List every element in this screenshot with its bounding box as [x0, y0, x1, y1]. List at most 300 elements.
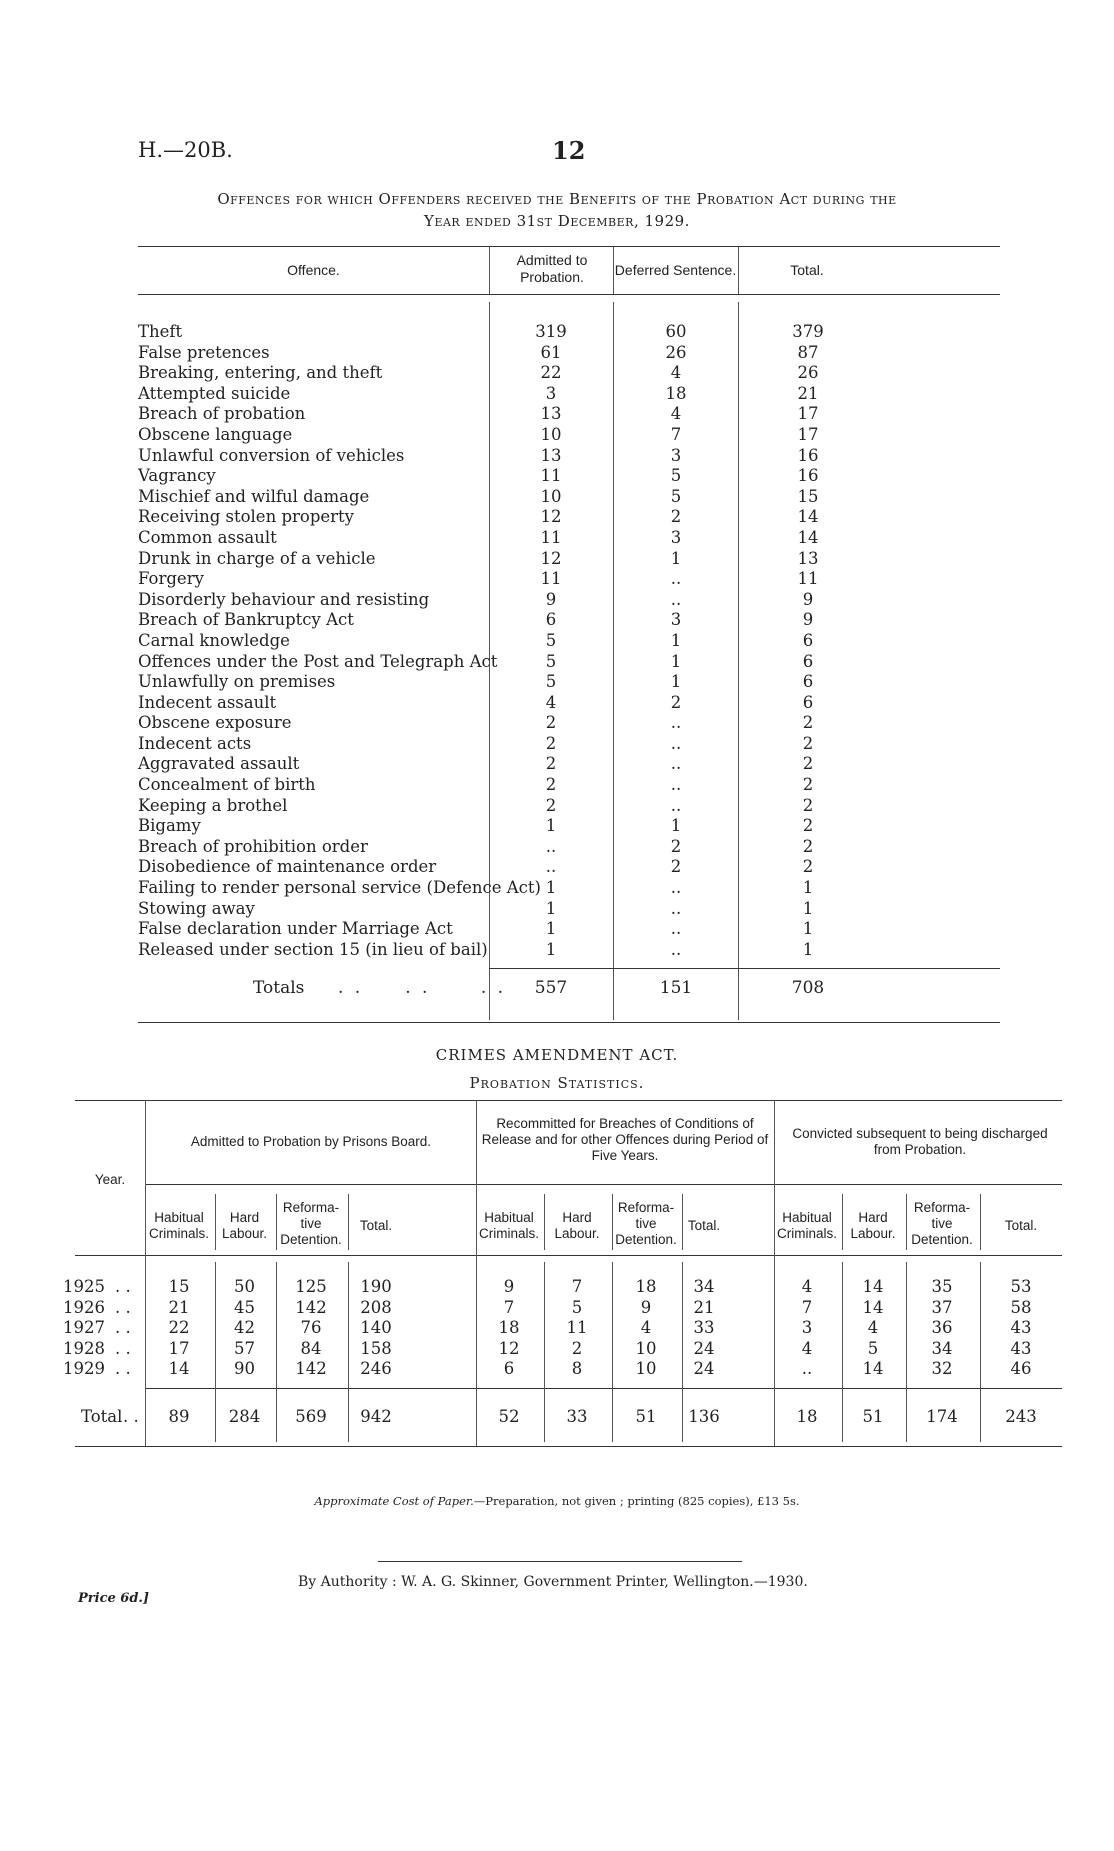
cell-admitted: 1 [545, 939, 557, 959]
section-heading: CRIMES AMENDMENT ACT. [435, 1046, 679, 1064]
cell-deferred: 3 [670, 610, 682, 630]
totals-label: Totals [253, 978, 305, 998]
table-cell: 2 [571, 1338, 583, 1358]
table-cell: 43 [1010, 1318, 1032, 1338]
offence-name: Forgery [138, 569, 204, 589]
table-row [138, 446, 1000, 467]
total-cell: 51 [635, 1407, 657, 1426]
cell-admitted: 13 [540, 404, 562, 424]
cell-total: 379 [792, 322, 824, 341]
cell-deferred: 60 [665, 322, 687, 341]
cell-admitted: 2 [545, 754, 557, 774]
cell-total: 2 [802, 775, 814, 795]
total-cell: 174 [926, 1407, 958, 1426]
cell-deferred: 18 [665, 383, 687, 403]
table-cell: 18 [635, 1277, 657, 1296]
table-cell: 24 [693, 1359, 715, 1379]
table-cell: 34 [931, 1338, 953, 1358]
offence-name: Breach of prohibition order [138, 836, 368, 856]
table-cell: 36 [931, 1318, 953, 1338]
cell-total: 16 [797, 445, 819, 465]
offence-name: Mischief and wilful damage [138, 486, 370, 506]
table-row [138, 775, 1000, 796]
dot-leader: . . [123, 1407, 139, 1426]
subheader-hard: Hard Labour. [221, 1210, 268, 1241]
table-row [138, 487, 1000, 508]
header-group-admitted: Admitted to Probation by Prisons Board. [190, 1134, 432, 1149]
header-group-recommitted: Recommitted for Breaches of Conditions of Release and for other Offences during Period of Five Years. [481, 1116, 769, 1163]
page-number: 12 [552, 136, 586, 165]
total-cell: 942 [360, 1407, 392, 1426]
cell-admitted: 61 [540, 342, 562, 362]
cost-text: —Preparation, not given ; printing (825 copies), £13 5s. [473, 1494, 800, 1508]
table-cell: 7 [503, 1297, 515, 1317]
offence-name: Aggravated assault [138, 754, 300, 774]
table-row [138, 837, 1000, 858]
table-cell: 3 [801, 1318, 813, 1338]
col-divider [612, 1194, 613, 1250]
total-cell: 33 [566, 1407, 588, 1426]
total-label: Total [81, 1407, 123, 1426]
cost-label: Approximate Cost of Paper. [314, 1494, 474, 1508]
cell-deferred: 1 [670, 816, 682, 836]
year-label: 1929 [63, 1359, 105, 1379]
offence-name: Released under section 15 (in lieu of bail) [138, 939, 488, 959]
year-label: 1928 [63, 1338, 105, 1358]
totals-total: 708 [791, 978, 825, 998]
cell-total: 21 [797, 383, 819, 403]
totals-deferred: 151 [659, 978, 693, 998]
col-divider [215, 1194, 216, 1250]
rule [138, 1022, 1000, 1023]
subheader-hard: Hard Labour. [850, 1210, 896, 1241]
offence-name: Drunk in charge of a vehicle [138, 548, 376, 568]
cell-deferred: 3 [670, 445, 682, 465]
cell-total: 2 [802, 795, 814, 815]
cell-total: 1 [802, 878, 814, 898]
table-cell: 6 [503, 1359, 515, 1379]
table-cell: 35 [931, 1277, 953, 1296]
total-cell: 52 [498, 1407, 520, 1426]
offence-name: Failing to render personal service (Defence Act) [138, 878, 541, 898]
total-cell: 89 [168, 1407, 190, 1426]
table-row [138, 631, 1000, 652]
cell-admitted: 5 [545, 651, 557, 671]
table1-title [0, 188, 1114, 232]
table-cell: 45 [234, 1297, 255, 1317]
table-cell: 21 [693, 1297, 715, 1317]
subheader-total: Total. [1004, 1218, 1038, 1233]
document-reference: H.—20B. [138, 138, 233, 162]
table-cell: 14 [862, 1297, 884, 1317]
table-cell: 46 [1010, 1359, 1032, 1379]
cell-admitted: 319 [535, 322, 567, 341]
cell-total: 6 [802, 672, 814, 692]
table-cell: 90 [234, 1359, 255, 1379]
cell-admitted: 11 [540, 569, 562, 589]
cell-total: 6 [802, 692, 814, 712]
offence-name: Unlawful conversion of vehicles [138, 445, 405, 465]
table-row [138, 878, 1000, 899]
cell-total: 6 [802, 630, 814, 650]
table-cell: 7 [801, 1297, 813, 1317]
cell-admitted: 12 [540, 548, 562, 568]
table-cell: 14 [862, 1359, 884, 1379]
table-row [138, 754, 1000, 775]
col-divider [980, 1194, 981, 1250]
table-cell: 142 [295, 1297, 327, 1317]
cell-deferred: .. [670, 713, 682, 733]
table-cell: 4 [801, 1277, 813, 1296]
cell-admitted: .. [545, 836, 557, 856]
offence-name: Obscene language [138, 424, 293, 444]
cell-total: 26 [797, 363, 819, 383]
table-row [138, 734, 1000, 755]
rule [489, 968, 1000, 969]
offence-name: Breaking, entering, and theft [138, 363, 383, 383]
table-row [138, 363, 1000, 384]
cell-deferred: .. [670, 589, 682, 609]
offence-name: Keeping a brothel [138, 795, 288, 815]
subheader-habitual: Habitual Criminals. [776, 1210, 837, 1241]
cell-deferred: 3 [670, 527, 682, 547]
rule [138, 246, 1000, 247]
table-cell: 12 [498, 1338, 520, 1358]
table-row [138, 796, 1000, 817]
cell-deferred: 1 [670, 651, 682, 671]
price: Price 6d.] [78, 1591, 150, 1606]
cell-deferred: 2 [670, 857, 682, 877]
table-cell: 76 [300, 1318, 322, 1338]
cell-total: 2 [802, 733, 814, 753]
subheader-habitual: Habitual Criminals. [478, 1210, 539, 1241]
cell-total: 16 [797, 466, 819, 486]
offence-name: Disobedience of maintenance order [138, 857, 437, 877]
table-cell: 11 [566, 1318, 588, 1338]
cell-admitted: 10 [540, 486, 562, 506]
table-cell: 21 [168, 1297, 190, 1317]
cell-total: 2 [802, 713, 814, 733]
table-cell: 50 [234, 1277, 255, 1296]
cell-total: 15 [797, 486, 819, 506]
cell-admitted: 1 [545, 878, 557, 898]
table-cell: 142 [295, 1359, 327, 1379]
dot-leader: . . [115, 1318, 131, 1338]
total-cell: 18 [796, 1407, 818, 1426]
offences-rows [138, 322, 1000, 960]
table-row [138, 528, 1000, 549]
probation-statistics-table [63, 1100, 1062, 1450]
col-divider [145, 1100, 146, 1446]
cell-deferred: .. [670, 898, 682, 918]
cell-admitted: 1 [545, 919, 557, 939]
table-cell: 33 [693, 1318, 715, 1338]
table-row [138, 343, 1000, 364]
subheader-reform: Reforma- tive Detention. [615, 1200, 677, 1247]
offence-name: Unlawfully on premises [138, 672, 336, 692]
cell-deferred: .. [670, 775, 682, 795]
dot-leader: . . [115, 1338, 131, 1358]
cell-total: 1 [802, 919, 814, 939]
table-cell: 4 [801, 1338, 813, 1358]
table-row [138, 857, 1000, 878]
table-cell: 57 [234, 1338, 255, 1358]
table-cell: 18 [498, 1318, 520, 1338]
table-cell: 10 [635, 1359, 657, 1379]
offence-name: Theft [138, 322, 183, 341]
totals-leader: . . . . . . [338, 978, 507, 998]
offence-name: Indecent assault [138, 692, 277, 712]
cell-deferred: .. [670, 939, 682, 959]
table-cell: 7 [571, 1277, 583, 1296]
cell-deferred: 4 [670, 404, 682, 424]
table-cell: 158 [360, 1338, 392, 1358]
total-cell: 284 [228, 1407, 261, 1426]
table-cell: 14 [168, 1359, 190, 1379]
cell-deferred: .. [670, 878, 682, 898]
table-row [138, 610, 1000, 631]
table-row [138, 652, 1000, 673]
table-cell: 37 [931, 1297, 953, 1317]
table-cell: .. [801, 1359, 813, 1379]
cell-deferred: .. [670, 919, 682, 939]
table-cell: 140 [360, 1318, 392, 1338]
authority-rule [378, 1561, 742, 1562]
cell-admitted: 11 [540, 466, 562, 486]
cell-deferred: 2 [670, 692, 682, 712]
year-label: 1927 [63, 1318, 105, 1338]
cell-admitted: 2 [545, 795, 557, 815]
subheader-total: Total. [359, 1218, 393, 1233]
offence-name: Concealment of birth [138, 775, 316, 795]
cell-total: 2 [802, 836, 814, 856]
table-cell: 190 [360, 1277, 392, 1296]
rule [138, 294, 1000, 295]
title-line-1: Offences for which Offenders received the Benefits of the Probation Act during the [217, 190, 897, 208]
dot-leader: . . [115, 1359, 131, 1379]
table-cell: 8 [571, 1359, 583, 1379]
subheader-total: Total. [687, 1218, 721, 1233]
cell-deferred: 5 [670, 466, 682, 486]
cell-admitted: 5 [545, 672, 557, 692]
cell-total: 2 [802, 816, 814, 836]
table-row [138, 507, 1000, 528]
subheader-reform: Reforma- tive Detention. [911, 1200, 973, 1247]
cell-deferred: .. [670, 733, 682, 753]
col-divider [774, 1100, 775, 1446]
authority-line: By Authority : W. A. G. Skinner, Government Printer, Wellington.—1930. [298, 1574, 808, 1590]
table-cell: 24 [693, 1338, 715, 1358]
col-divider [682, 1194, 683, 1250]
offence-name: Offences under the Post and Telegraph Act [138, 651, 498, 671]
offence-name: Common assault [138, 527, 277, 547]
table-cell: 43 [1010, 1338, 1032, 1358]
cell-total: 14 [797, 527, 819, 547]
cell-total: 11 [797, 569, 819, 589]
subheader-hard: Hard Labour. [554, 1210, 600, 1241]
col-divider [842, 1194, 843, 1250]
cell-admitted: 22 [540, 363, 562, 383]
header-year: Year. [94, 1172, 126, 1187]
cell-admitted: 13 [540, 445, 562, 465]
cell-deferred: 1 [670, 548, 682, 568]
header-total: Total. [790, 262, 824, 278]
offence-name: False pretences [138, 342, 270, 362]
total-cell: 243 [1005, 1407, 1037, 1426]
table-cell: 5 [571, 1297, 583, 1317]
title-line-2: Year ended 31st December, 1929. [424, 212, 690, 230]
section-subheading: Probation Statistics. [469, 1074, 645, 1092]
cell-total: 9 [802, 589, 814, 609]
table-cell: 125 [295, 1277, 327, 1296]
dot-leader: . . [115, 1297, 131, 1317]
cell-total: 17 [797, 404, 819, 424]
cell-admitted: 2 [545, 733, 557, 753]
cell-deferred: .. [670, 795, 682, 815]
table-cell: 9 [640, 1297, 652, 1317]
table-cell: 42 [234, 1318, 255, 1338]
rule [75, 1255, 1062, 1256]
col-divider [489, 246, 490, 294]
cell-admitted: 2 [545, 713, 557, 733]
offence-name: Stowing away [138, 898, 255, 918]
cell-deferred: 5 [670, 486, 682, 506]
cell-deferred: .. [670, 754, 682, 774]
cell-admitted: .. [545, 857, 557, 877]
table-row [138, 590, 1000, 611]
table-row [138, 404, 1000, 425]
cell-deferred: 1 [670, 630, 682, 650]
cell-admitted: 3 [545, 383, 557, 403]
rule [75, 1446, 1062, 1447]
table-cell: 15 [168, 1277, 190, 1296]
cell-deferred: 2 [670, 836, 682, 856]
subheader-habitual: Habitual Criminals. [148, 1210, 209, 1241]
total-cell: 569 [295, 1407, 327, 1426]
rule [145, 1184, 1062, 1185]
cell-total: 9 [802, 610, 814, 630]
header-offence: Offence. [287, 262, 340, 278]
dot-leader: . . [115, 1277, 131, 1296]
cell-admitted: 5 [545, 630, 557, 650]
cell-admitted: 1 [545, 898, 557, 918]
table-cell: 9 [503, 1277, 515, 1296]
cell-total: 2 [802, 857, 814, 877]
table-cell: 53 [1010, 1277, 1032, 1296]
rule [145, 1388, 1062, 1389]
offence-name: Vagrancy [138, 466, 216, 486]
cell-admitted: 4 [545, 692, 557, 712]
table-row [138, 322, 1000, 343]
cell-total: 1 [802, 939, 814, 959]
table-cell: 58 [1010, 1297, 1032, 1317]
table-cell: 10 [635, 1338, 657, 1358]
table-row [138, 569, 1000, 590]
header-deferred: Deferred Sentence. [614, 262, 737, 278]
table-row [138, 713, 1000, 734]
total-cell: 136 [688, 1407, 720, 1426]
offence-name: Breach of probation [138, 404, 306, 424]
table-cell: 4 [640, 1318, 652, 1338]
cell-total: 17 [797, 424, 819, 444]
table-cell: 34 [693, 1277, 715, 1296]
offence-name: Bigamy [138, 816, 201, 836]
cost-note [0, 1494, 1114, 1508]
cell-admitted: 11 [540, 527, 562, 547]
cell-total: 87 [797, 342, 819, 362]
cell-total: 6 [802, 651, 814, 671]
table-row [138, 919, 1000, 940]
totals-admitted: 557 [534, 978, 568, 998]
cell-admitted: 9 [545, 589, 557, 609]
col-divider [348, 1194, 349, 1250]
table-cell: 5 [867, 1338, 879, 1358]
offence-name: Disorderly behaviour and resisting [138, 589, 430, 609]
table-row [138, 899, 1000, 920]
year-label: 1925 [63, 1277, 105, 1296]
cell-total: 13 [797, 548, 819, 568]
offence-name: Obscene exposure [138, 713, 292, 733]
col-divider [544, 1194, 545, 1250]
cell-total: 1 [802, 898, 814, 918]
cell-deferred: 4 [670, 363, 682, 383]
offence-name: Indecent acts [138, 733, 252, 753]
table-row [138, 693, 1000, 714]
col-divider [276, 1194, 277, 1250]
cell-deferred: .. [670, 569, 682, 589]
cell-deferred: 26 [665, 342, 687, 362]
table-cell: 84 [300, 1338, 322, 1358]
table-row [138, 425, 1000, 446]
table-row [138, 940, 1000, 961]
cell-admitted: 2 [545, 775, 557, 795]
rule [75, 1100, 1062, 1101]
cell-deferred: 2 [670, 507, 682, 527]
table-cell: 22 [168, 1318, 190, 1338]
table-cell: 14 [862, 1277, 884, 1296]
header-admitted: Admitted to Probation. [516, 252, 588, 285]
col-divider [906, 1194, 907, 1250]
table-row [138, 466, 1000, 487]
offence-name: Carnal knowledge [138, 630, 290, 650]
total-cell: 51 [862, 1407, 884, 1426]
table-row [138, 672, 1000, 693]
table-row [138, 384, 1000, 405]
cell-admitted: 10 [540, 424, 562, 444]
cell-deferred: 1 [670, 672, 682, 692]
col-divider [476, 1100, 477, 1446]
cell-total: 2 [802, 754, 814, 774]
cell-admitted: 6 [545, 610, 557, 630]
table-cell: 17 [168, 1338, 190, 1358]
year-label: 1926 [63, 1297, 105, 1317]
subheader-reform: Reforma- tive Detention. [280, 1200, 342, 1247]
table-row [138, 816, 1000, 837]
offence-name: Attempted suicide [138, 383, 291, 403]
cell-deferred: 7 [670, 424, 682, 444]
cell-admitted: 1 [545, 816, 557, 836]
table-cell: 32 [931, 1359, 953, 1379]
table-cell: 208 [360, 1297, 392, 1317]
table-cell: 4 [867, 1318, 879, 1338]
offence-name: Breach of Bankruptcy Act [138, 610, 354, 630]
table-cell: 246 [360, 1359, 392, 1379]
cell-admitted: 12 [540, 507, 562, 527]
header-group-convicted: Convicted subsequent to being discharged from Probation. [792, 1126, 1048, 1157]
offence-name: False declaration under Marriage Act [138, 919, 453, 939]
table-row [138, 549, 1000, 570]
offence-name: Receiving stolen property [138, 507, 354, 527]
